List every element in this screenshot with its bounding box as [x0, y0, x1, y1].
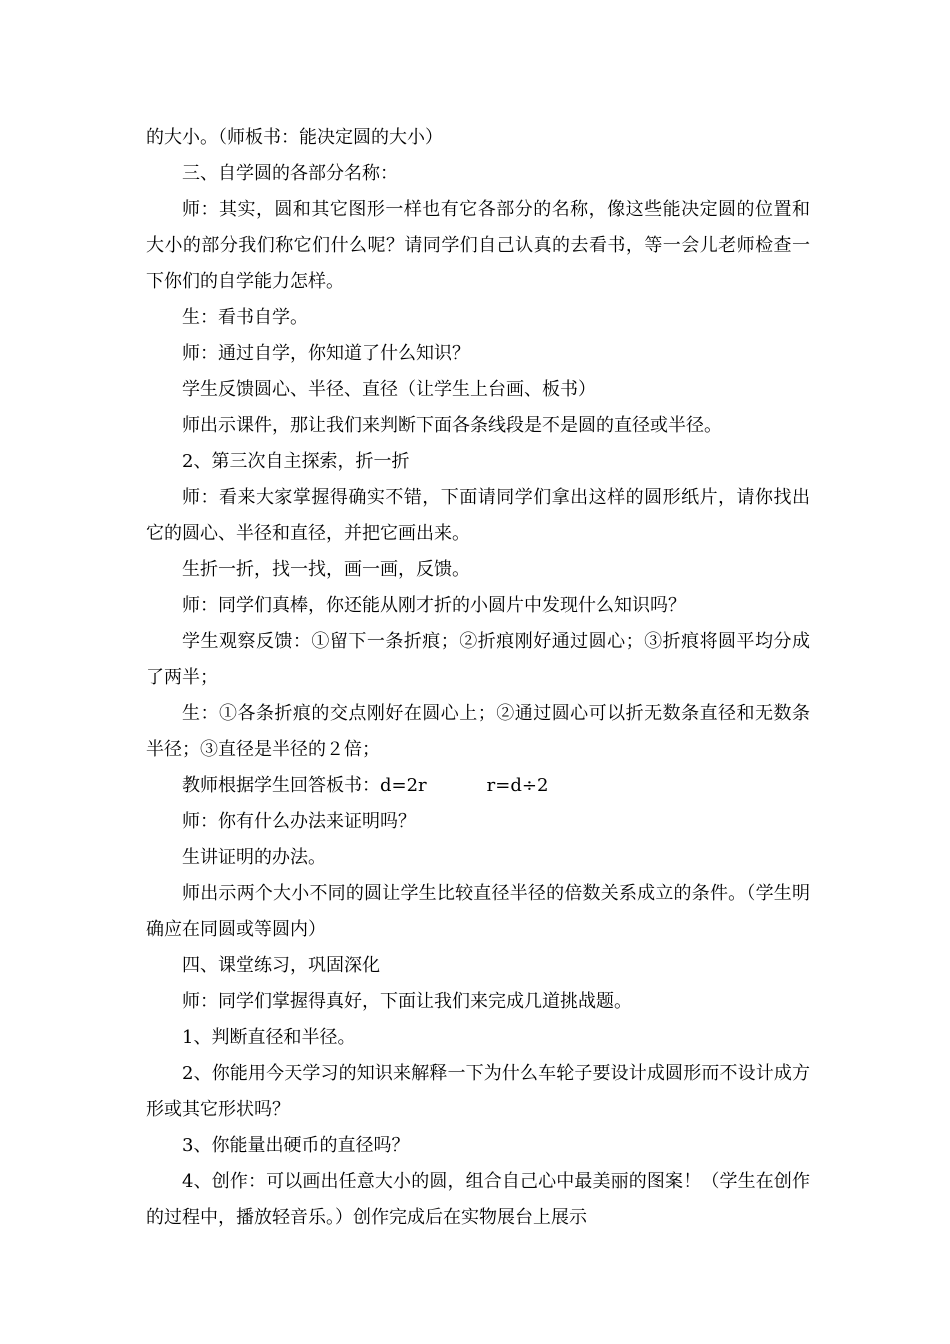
exercise-4: 4、创作：可以画出任意大小的圆，组合自己心中最美丽的图案！（学生在创作的过程中，播放轻音乐。）创作完成后在实物展台上展示: [146, 1171, 810, 1228]
section-heading-4: 四、课堂练习，巩固深化: [182, 955, 380, 976]
paragraph-17: 师出示两个大小不同的圆让学生比较直径半径的倍数关系成立的条件。（学生明确应在同圆或等圆内）: [146, 883, 810, 940]
paragraph-4: 生：看书自学。: [182, 307, 308, 328]
exercise-3: 3、你能量出硬币的直径吗？: [182, 1135, 410, 1156]
formula-prefix: 教师根据学生回答板书：d=2r: [182, 775, 427, 796]
paragraph-5: 师：通过自学，你知道了什么知识？: [182, 343, 470, 364]
paragraph-7: 师出示课件，那让我们来判断下面各条线段是不是圆的直径或半径。: [182, 415, 722, 436]
paragraph-16: 生讲证明的办法。: [182, 847, 326, 868]
paragraph-6: 学生反馈圆心、半径、直径（让学生上台画、板书）: [182, 379, 596, 400]
exercise-1: 1、判断直径和半径。: [182, 1027, 356, 1048]
paragraph-15: 师：你有什么办法来证明吗？: [182, 811, 416, 832]
formula-line: [146, 768, 810, 804]
paragraph-19: 师：同学们掌握得真好，下面让我们来完成几道挑战题。: [182, 991, 632, 1012]
document-body: [146, 120, 810, 1236]
paragraph-10: 生折一折，找一找，画一画，反馈。: [182, 559, 470, 580]
paragraph-11: 师：同学们真棒，你还能从刚才折的小圆片中发现什么知识吗？: [182, 595, 686, 616]
section-heading-3: 三、自学圆的各部分名称：: [182, 163, 398, 184]
paragraph-12: 学生观察反馈：①留下一条折痕；②折痕刚好通过圆心；③折痕将圆平均分成了两半；: [146, 631, 810, 688]
subheading-2: 2、第三次自主探索，折一折: [182, 451, 410, 472]
paragraph-9: 师：看来大家掌握得确实不错，下面请同学们拿出这样的圆形纸片，请你找出它的圆心、半径和直径，并把它画出来。: [146, 487, 810, 544]
formula-suffix: r=d÷2: [486, 775, 549, 796]
paragraph-3: 师：其实，圆和其它图形一样也有它各部分的名称，像这些能决定圆的位置和大小的部分我们称它们什么呢？请同学们自己认真的去看书，等一会儿老师检查一下你们的自学能力怎样。: [146, 199, 810, 292]
exercise-2: 2、你能用今天学习的知识来解释一下为什么车轮子要设计成圆形而不设计成方形或其它形状吗？: [146, 1063, 810, 1120]
paragraph-1: 的大小。（师板书：能决定圆的大小）: [146, 127, 443, 148]
paragraph-13: 生：①各条折痕的交点刚好在圆心上；②通过圆心可以折无数条直径和无数条半径；③直径是半径的２倍；: [146, 703, 810, 760]
